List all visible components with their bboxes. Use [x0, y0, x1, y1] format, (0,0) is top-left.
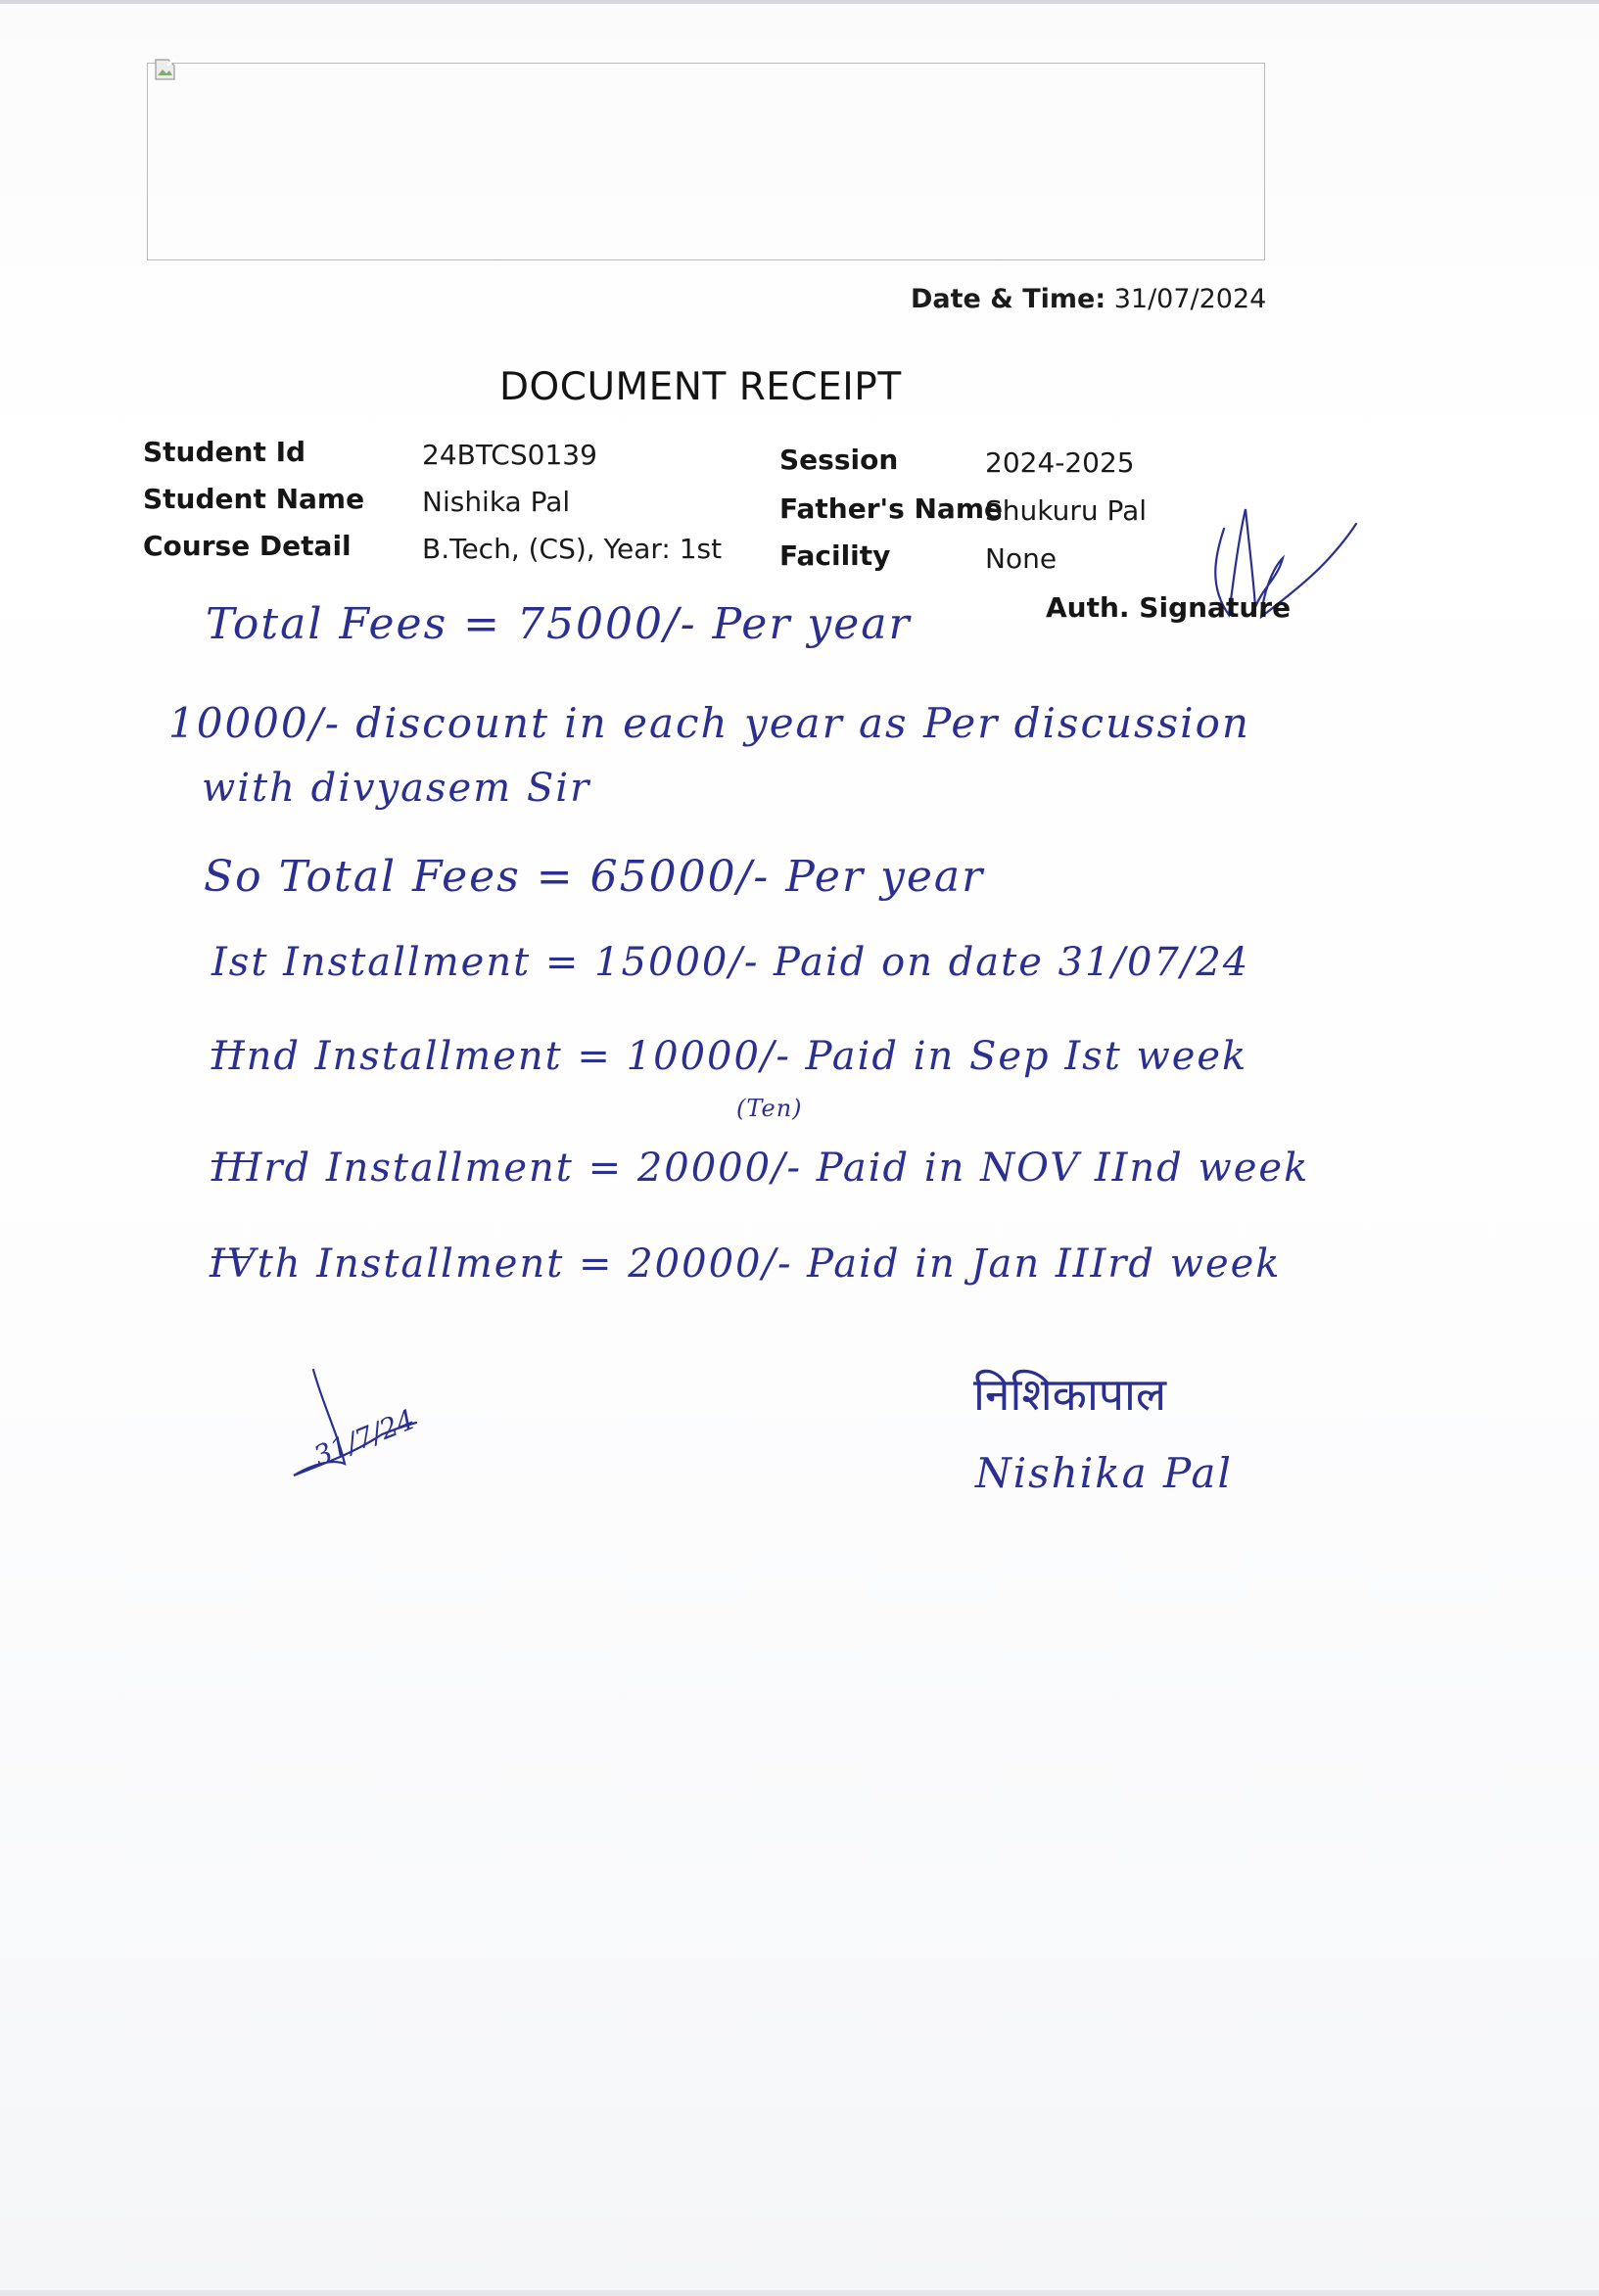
course-label: Course Detail: [143, 530, 352, 562]
datetime-label: Date & Time:: [911, 284, 1106, 314]
student-signature-hindi: निशिकापाल: [973, 1368, 1167, 1421]
handwritten-total-fees: Total Fees = 75000/- Per year: [206, 599, 912, 649]
handwritten-installment-1: Ist Installment = 15000/- Paid on date 31/07/24: [212, 940, 1250, 985]
handwritten-installment-2: IInd Installment = 10000/- Paid in Sep Ist week: [212, 1034, 1248, 1079]
scan-bottom-edge: [0, 2290, 1599, 2296]
father-name-label: Father's Name: [779, 492, 1003, 525]
handwritten-net-fees: So Total Fees = 65000/- Per year: [204, 852, 985, 902]
student-name-label: Student Name: [143, 483, 365, 515]
handwritten-installment-3: IIIrd Installment = 20000/- Paid in NOV IInd week: [212, 1146, 1310, 1191]
session-value: 2024-2025: [985, 446, 1135, 479]
student-id-label: Student Id: [143, 436, 306, 468]
datetime-value: 31/07/2024: [1113, 284, 1267, 314]
handwritten-discount: 10000/- discount in each year as Per discussion: [168, 699, 1250, 747]
course-value: B.Tech, (CS), Year: 1st: [422, 533, 723, 565]
session-label: Session: [779, 444, 899, 476]
signature-date: 31/7/24: [308, 1402, 420, 1474]
handwritten-ten-note: (Ten): [736, 1095, 803, 1122]
document-title: DOCUMENT RECEIPT: [499, 365, 902, 409]
father-name-value: Shukuru Pal: [985, 494, 1148, 527]
auth-signature-label: Auth. Signature: [1046, 591, 1292, 624]
facility-value: None: [985, 542, 1058, 575]
handwritten-discussion: with divyasem Sir: [202, 766, 591, 811]
student-signature-name: Nishika Pal: [975, 1449, 1233, 1497]
facility-label: Facility: [779, 539, 891, 572]
student-name-value: Nishika Pal: [422, 486, 571, 518]
student-id-value: 24BTCS0139: [422, 439, 597, 471]
handwritten-installment-4: IVth Installment = 20000/- Paid in Jan IIIrd week: [210, 1242, 1282, 1287]
